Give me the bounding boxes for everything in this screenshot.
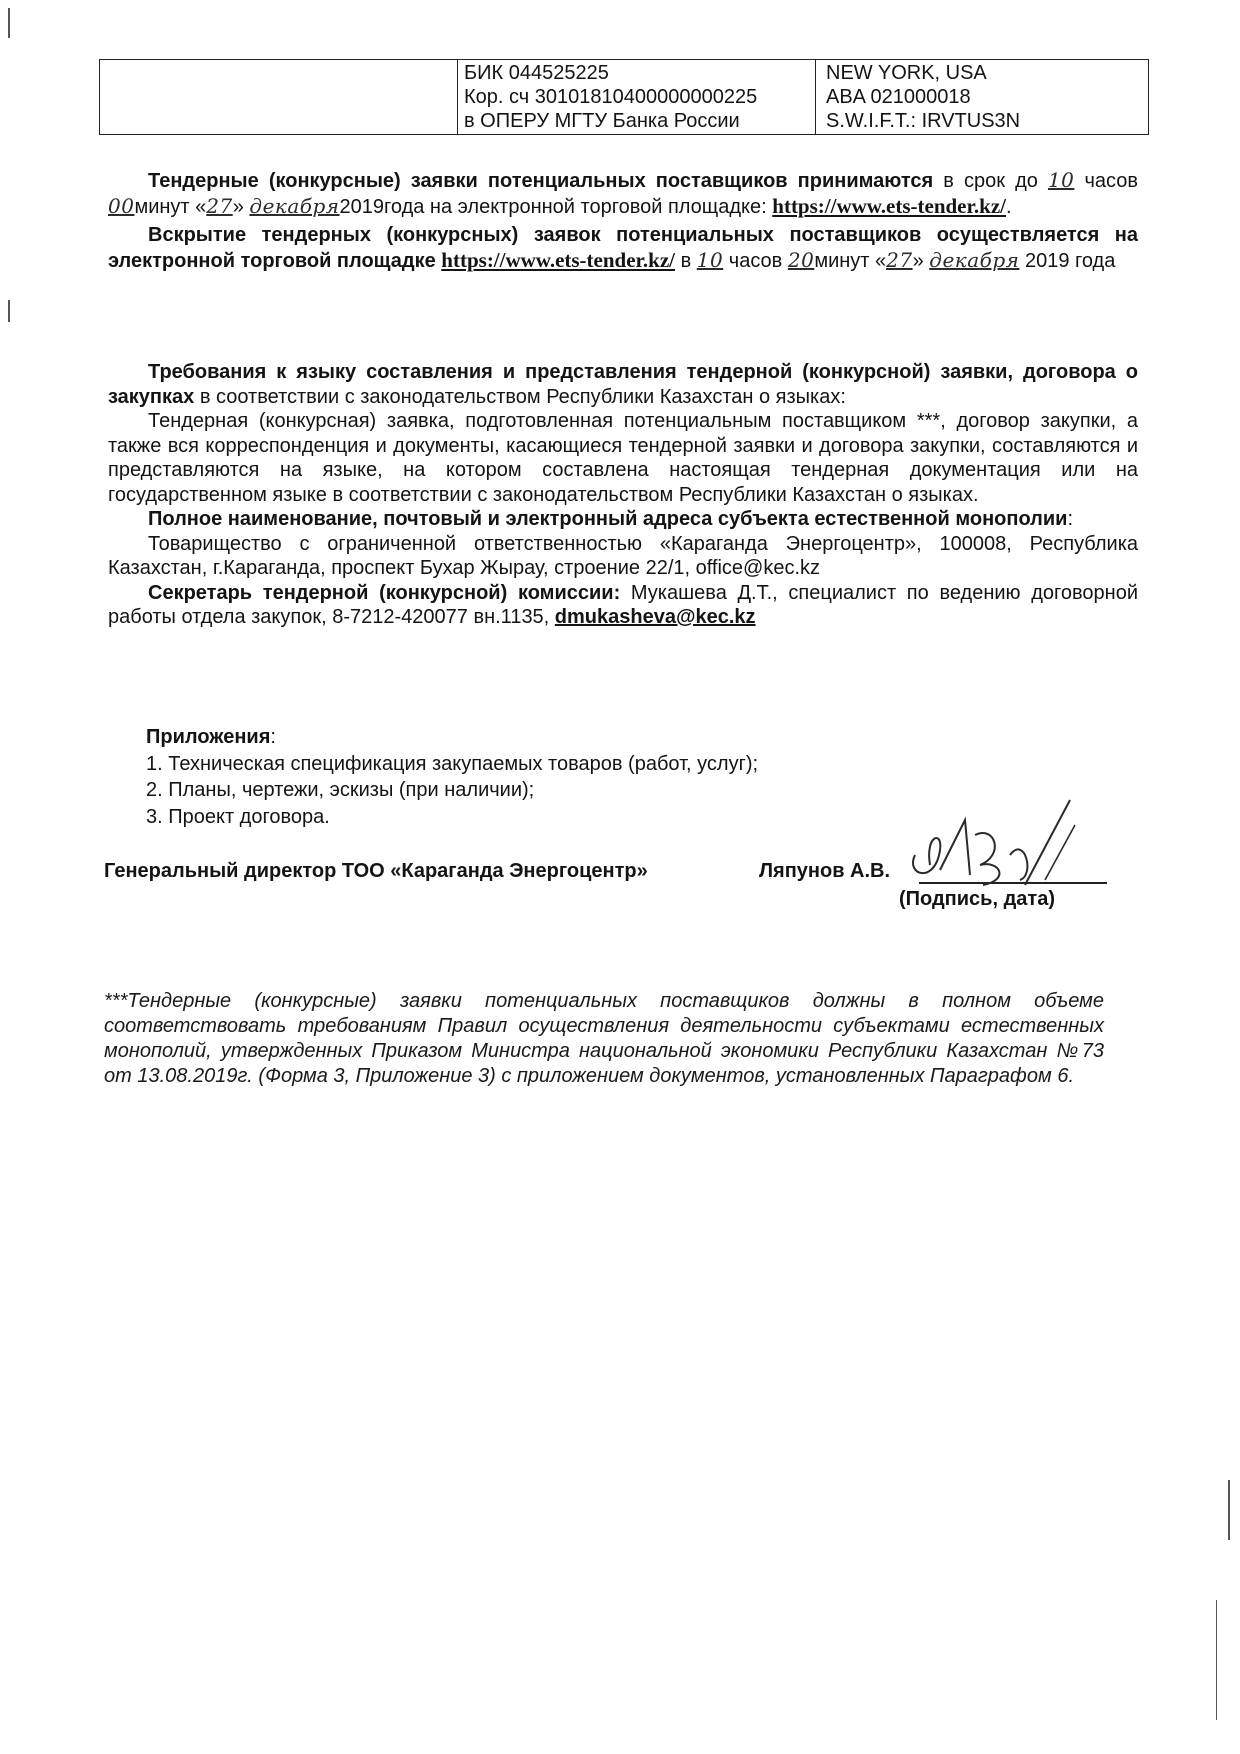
language-heading bbox=[108, 360, 1138, 409]
bank-opery: в ОПЕРУ МГТУ Банка России bbox=[464, 110, 740, 132]
bank-bik: БИК 044525225 bbox=[464, 62, 609, 84]
submission-month: декабря bbox=[249, 193, 340, 218]
opening-url-link[interactable]: https://www.ets-tender.kz/ bbox=[441, 247, 676, 272]
director-name: Ляпунов А.В. bbox=[759, 860, 891, 882]
scan-margin-mark bbox=[1216, 1600, 1217, 1720]
opening-text: 2019 года bbox=[1019, 249, 1116, 272]
scan-margin-mark bbox=[1228, 1480, 1230, 1540]
opening-day: 27 bbox=[886, 247, 913, 272]
language-body: Тендерная (конкурсная) заявка, подготовленная потенциальным поставщиком ***, договор закупки, а также вся корреспонденция и документы, касающиеся тендерной заявки и договора закупки, составляются и представляются на языке, на котором составлена настоящая тендерная документация или на государственном языке в соответствии с законодательством Республики Казахстан о языках. bbox=[108, 410, 1138, 506]
secretary-label: Секретарь тендерной (конкурсной) комиссии: bbox=[148, 581, 621, 604]
submission-lead: Тендерные (конкурсные) заявки потенциальных поставщиков принимаются bbox=[148, 170, 934, 192]
bank-aba: ABA 021000018 bbox=[826, 86, 971, 108]
requirements-section bbox=[108, 360, 1138, 630]
submission-text: в срок до bbox=[933, 170, 1048, 192]
submission-text: » bbox=[232, 195, 250, 218]
secretary-text: Мукашева Д.Т., специалист по ведению договорной работы отдела закупок, 8-7212-420077 вн.1135, bbox=[108, 581, 1138, 628]
secretary-email-link[interactable]: dmukasheva@kec.kz bbox=[554, 606, 756, 628]
director-position: Генеральный директор ТОО «Караганда Энергоцентр» bbox=[104, 860, 648, 882]
submission-text: 2019года на электронной торговой площадке: bbox=[339, 195, 773, 218]
attachments-heading-text: Приложения bbox=[146, 726, 271, 748]
submission-url-link[interactable]: https://www.ets-tender.kz/ bbox=[772, 193, 1006, 218]
opening-lead: Вскрытие тендерных (конкурсных) заявок потенциальных поставщиков осуществляется на электронной торговой площадке bbox=[108, 224, 1138, 272]
opening-month: декабря bbox=[929, 247, 1020, 272]
footnote: ***Тендерные (конкурсные) заявки потенциальных поставщиков должны в полном объеме соответствовать требованиям Правил осуществления деятельности субъектами естественных монополий, утвержденных Приказом Министра национальной экономики Республики Казахстан №73 от 13.08.2019г. (Форма 3, Приложение 3) с приложением документов, установленных Параграфом 6. bbox=[104, 990, 1104, 1087]
opening-hour: 10 bbox=[696, 247, 724, 272]
list-item: 3. Проект договора. bbox=[146, 805, 330, 828]
opening-minute: 20 bbox=[787, 247, 815, 272]
scan-margin-mark bbox=[8, 8, 10, 38]
submission-text: . bbox=[1005, 195, 1012, 218]
bank-details-table bbox=[99, 59, 1149, 135]
bank-table-russian-bank-cell bbox=[458, 60, 816, 135]
secretary-paragraph bbox=[108, 581, 1138, 630]
bank-city: NEW YORK, USA bbox=[826, 62, 987, 84]
submission-minute: 00 bbox=[108, 193, 135, 218]
attachments-heading bbox=[146, 724, 1046, 751]
submission-day: 27 bbox=[206, 193, 233, 218]
list-item: 2. Планы, чертежи, эскизы (при наличии); bbox=[146, 779, 535, 801]
attachments-heading-colon: : bbox=[270, 726, 276, 748]
opening-text: в bbox=[675, 249, 697, 272]
bank-table-foreign-bank-cell bbox=[816, 60, 1149, 135]
opening-paragraph bbox=[108, 223, 1138, 273]
bank-corr-account: Кор. сч 30101810400000000225 bbox=[464, 86, 758, 108]
bank-swift: S.W.I.F.T.: IRVTUS3N bbox=[826, 110, 1021, 132]
entity-heading-bold: Полное наименование, почтовый и электронный адреса субъекта естественной монополии bbox=[148, 508, 1068, 530]
handwritten-signature bbox=[895, 795, 1085, 895]
submission-text: часов bbox=[1074, 170, 1139, 192]
tender-terms-section bbox=[108, 168, 1138, 273]
entity-body: Товарищество с ограниченной ответственностью «Караганда Энергоцентр», 100008, Республика Казахстан, г.Караганда, проспект Бухар Жырау, строение 22/1, office@kec.kz bbox=[108, 532, 1138, 579]
list-item: 1. Техническая спецификация закупаемых товаров (работ, услуг); bbox=[146, 752, 759, 775]
submission-hour: 10 bbox=[1047, 168, 1075, 192]
opening-text: минут « bbox=[814, 249, 887, 272]
signature-hint: (Подпись, дата) bbox=[899, 888, 1055, 910]
opening-text: » bbox=[912, 249, 930, 272]
submission-text: минут « bbox=[134, 195, 207, 218]
bank-table-empty-cell bbox=[100, 60, 458, 135]
scan-margin-mark bbox=[8, 300, 10, 322]
entity-heading-colon: : bbox=[1067, 508, 1074, 530]
opening-text: часов bbox=[723, 249, 788, 272]
language-heading-rest: в соответствии с законодательством Республики Казахстан о языках: bbox=[194, 385, 846, 408]
language-heading-bold: Требования к языку составления и представления тендерной (конкурсной) заявки, договора о закупках bbox=[108, 361, 1138, 408]
entity-heading bbox=[108, 507, 1138, 532]
submission-paragraph bbox=[108, 168, 1138, 219]
